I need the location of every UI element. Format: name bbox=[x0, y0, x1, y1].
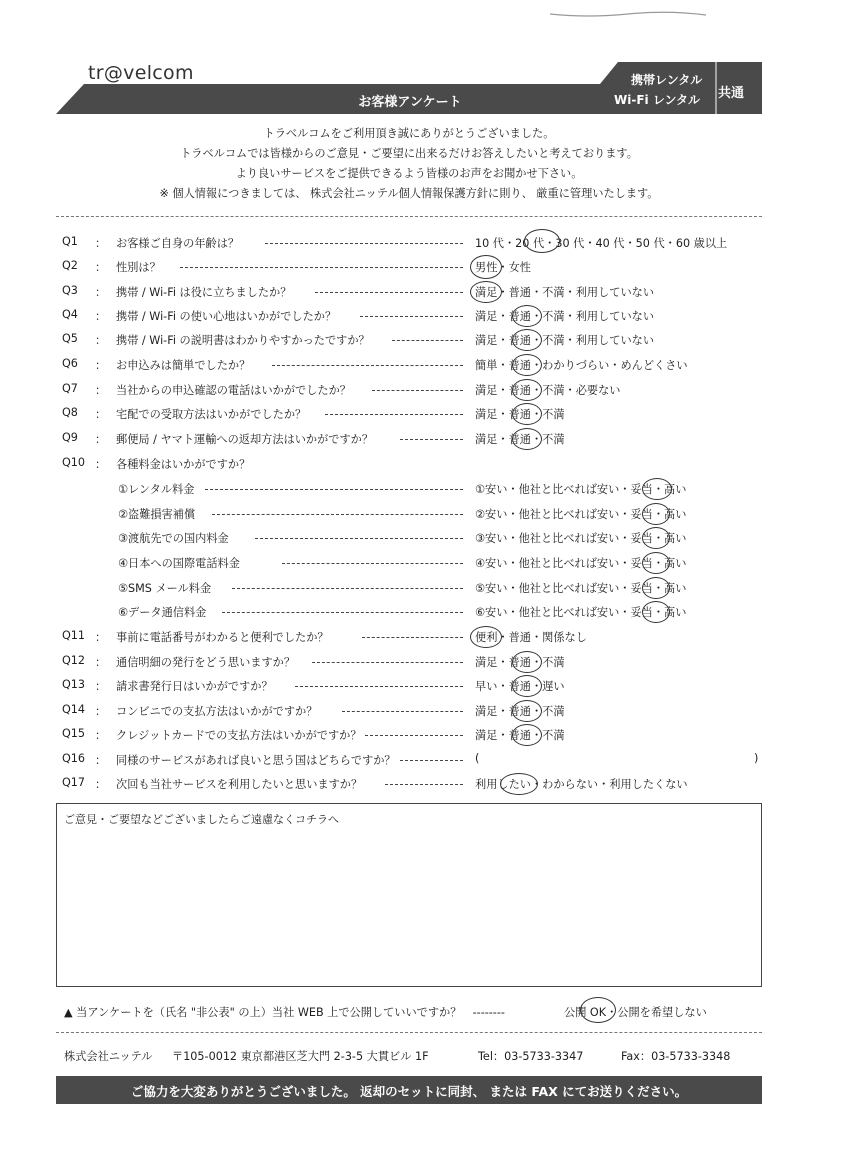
handwritten-circle-mark bbox=[642, 527, 670, 549]
answer-options[interactable]: 便利・普通・関係なし bbox=[475, 631, 587, 644]
leader-line bbox=[295, 686, 463, 687]
question-row bbox=[0, 629, 850, 653]
publish-answer-options[interactable]: 公開 OK・公開を希望しない bbox=[564, 1006, 707, 1019]
colon: ： bbox=[95, 433, 107, 446]
question-text: 携帯 / Wi-Fi の使い心地はいかがでしたか？ bbox=[116, 310, 337, 323]
answer-options[interactable]: 利用したい・わからない・利用したくない bbox=[475, 778, 688, 791]
question-number: Q5 bbox=[62, 332, 78, 345]
colon: ： bbox=[95, 458, 107, 471]
leader-line bbox=[232, 588, 463, 589]
leader-line bbox=[212, 514, 463, 515]
question-row bbox=[0, 654, 850, 678]
company-fax: Fax：03-5733-3348 bbox=[621, 1050, 731, 1063]
question-row bbox=[0, 431, 850, 455]
question-text: 携帯 / Wi-Fi は役に立ちましたか？ bbox=[116, 286, 292, 299]
question-text: 宅配での受取方法はいかがでしたか？ bbox=[116, 408, 307, 421]
question-number: Q11 bbox=[62, 629, 86, 642]
question-row bbox=[0, 727, 850, 751]
question-text: クレジットカードでの支払方法はいかがですか？ bbox=[116, 729, 362, 742]
leader-line bbox=[315, 292, 463, 293]
fee-row bbox=[0, 555, 850, 579]
question-text: お客様ご自身の年齢は？ bbox=[116, 237, 240, 250]
fee-row bbox=[0, 506, 850, 530]
answer-options[interactable]: 満足・普通・不満・必要ない bbox=[475, 384, 621, 397]
fee-row bbox=[0, 530, 850, 554]
question-row bbox=[0, 456, 850, 480]
leader-line bbox=[282, 563, 463, 564]
handwritten-circle-mark bbox=[642, 601, 670, 623]
colon: ： bbox=[95, 680, 107, 693]
question-text: 事前に電話番号がわかると便利でしたか？ bbox=[116, 631, 329, 644]
question-row bbox=[0, 703, 850, 727]
intro-line: トラベルコムをご利用頂き誠にありがとうございました。 bbox=[263, 127, 555, 140]
answer-options[interactable]: 10 代・20 代・30 代・40 代・50 代・60 歳以上 bbox=[475, 237, 728, 250]
leader-line bbox=[205, 489, 463, 490]
question-number: Q12 bbox=[62, 654, 86, 667]
question-row bbox=[0, 235, 850, 259]
colon: ： bbox=[95, 631, 107, 644]
tag-mobile-rental: 携帯レンタル bbox=[631, 73, 703, 87]
answer-options[interactable]: ①安い・他社と比べれば安い・妥当・高い bbox=[475, 483, 687, 496]
leader-line bbox=[272, 365, 463, 366]
fee-label: ⑤SMS メール料金 bbox=[118, 582, 212, 595]
tag-wifi-rental: Wi-Fi レンタル bbox=[614, 93, 701, 107]
handwritten-circle-mark bbox=[512, 724, 542, 746]
colon: ： bbox=[95, 754, 107, 767]
answer-options[interactable]: 満足・普通・不満・利用していない bbox=[475, 334, 655, 347]
question-row bbox=[0, 308, 850, 332]
question-number: Q4 bbox=[62, 308, 78, 321]
leader-line bbox=[312, 662, 463, 663]
divider bbox=[56, 216, 762, 217]
question-number: Q13 bbox=[62, 678, 86, 691]
answer-options[interactable]: 満足・普通・不満 bbox=[475, 408, 565, 421]
colon: ： bbox=[95, 384, 107, 397]
divider bbox=[56, 1032, 762, 1033]
question-number: Q8 bbox=[62, 406, 78, 419]
handwritten-circle-mark bbox=[470, 626, 502, 648]
answer-options[interactable]: ④安い・他社と比べれば安い・妥当・高い bbox=[475, 557, 687, 570]
question-text: 当社からの申込確認の電話はいかがでしたか？ bbox=[116, 384, 351, 397]
fee-label: ①レンタル料金 bbox=[118, 483, 195, 496]
answer-options[interactable]: 早い・普通・遅い bbox=[475, 680, 565, 693]
question-number: Q10 bbox=[62, 456, 86, 469]
handwritten-circle-mark bbox=[642, 552, 670, 574]
comment-label: ご意見・ご要望などございましたらご遠慮なくコチラへ bbox=[64, 813, 339, 826]
question-row bbox=[0, 284, 850, 308]
handwritten-circle-mark bbox=[512, 379, 542, 401]
answer-options[interactable]: 簡単・普通・わかりづらい・めんどくさい bbox=[475, 359, 688, 372]
colon: ： bbox=[95, 705, 107, 718]
fee-label: ④日本への国際電話料金 bbox=[118, 557, 240, 570]
intro-line: トラベルコムでは皆様からのご意見・ご要望に出来るだけお答えしたいと考えております。 bbox=[180, 147, 638, 160]
colon: ： bbox=[95, 310, 107, 323]
fee-row bbox=[0, 580, 850, 604]
company-tel: Tel：03-5733-3347 bbox=[478, 1050, 584, 1063]
leader-line bbox=[325, 414, 463, 415]
leader-line bbox=[342, 711, 463, 712]
survey-title: お客様アンケート bbox=[358, 95, 462, 110]
question-number: Q7 bbox=[62, 382, 78, 395]
question-number: Q16 bbox=[62, 752, 86, 765]
country-input-open[interactable]: ( bbox=[475, 752, 480, 765]
question-row bbox=[0, 382, 850, 406]
question-text: 請求書発行日はいかがですか？ bbox=[116, 680, 273, 693]
answer-options[interactable]: 満足・普通・不満 bbox=[475, 705, 565, 718]
leader-line bbox=[385, 784, 463, 785]
company-name: 株式会社ニッテル bbox=[64, 1050, 153, 1063]
publish-question: ▲ 当アンケートを（氏名 "非公表" の上）当社 WEB 上で公開していいですか？ -------- bbox=[64, 1006, 505, 1019]
answer-options[interactable]: ②安い・他社と比べれば安い・妥当・高い bbox=[475, 508, 687, 521]
handwritten-circle-mark bbox=[500, 773, 538, 795]
question-text: 同様のサービスがあれば良いと思う国はどちらですか？ bbox=[116, 754, 396, 767]
answer-options[interactable]: 男性・女性 bbox=[475, 261, 531, 274]
question-text: 携帯 / Wi-Fi の説明書はわかりやすかったですか？ bbox=[116, 334, 370, 347]
fee-label: ⑥データ通信料金 bbox=[118, 606, 207, 619]
question-row bbox=[0, 678, 850, 702]
handwritten-circle-mark bbox=[512, 651, 542, 673]
leader-line bbox=[360, 316, 463, 317]
handwritten-circle-mark bbox=[642, 503, 670, 525]
leader-line bbox=[255, 538, 463, 539]
question-text: 各種料金はいかがですか？ bbox=[116, 458, 251, 471]
answer-options[interactable]: ⑥安い・他社と比べれば安い・妥当・高い bbox=[475, 606, 687, 619]
colon: ： bbox=[95, 334, 107, 347]
colon: ： bbox=[95, 408, 107, 421]
handwritten-circle-mark bbox=[512, 305, 542, 327]
colon: ： bbox=[95, 359, 107, 372]
colon: ： bbox=[95, 237, 107, 250]
colon: ： bbox=[95, 778, 107, 791]
colon: ： bbox=[95, 729, 107, 742]
intro-line: より良いサービスをご提供できるよう皆様のお声をお聞かせ下さい。 bbox=[235, 167, 583, 180]
question-text: 性別は？ bbox=[116, 261, 161, 274]
tag-common: 共通 bbox=[718, 86, 745, 101]
handwritten-circle-mark bbox=[470, 281, 502, 303]
fee-label: ③渡航先での国内料金 bbox=[118, 532, 229, 545]
handwritten-circle-mark bbox=[512, 700, 542, 722]
leader-line bbox=[400, 760, 463, 761]
question-row bbox=[0, 357, 850, 381]
fee-row bbox=[0, 481, 850, 505]
leader-line bbox=[222, 612, 463, 613]
company-address: 〒105-0012 東京都港区芝大門 2-3-5 大貫ビル 1F bbox=[172, 1050, 429, 1063]
leader-line bbox=[180, 267, 463, 268]
question-row bbox=[0, 406, 850, 430]
question-number: Q15 bbox=[62, 727, 86, 740]
answer-options[interactable]: 満足・普通・不満・利用していない bbox=[475, 310, 655, 323]
leader-line bbox=[400, 439, 463, 440]
question-text: 通信明細の発行をどう思いますか？ bbox=[116, 656, 296, 669]
handwritten-circle-mark bbox=[512, 329, 542, 351]
handwritten-circle-mark bbox=[642, 478, 672, 500]
leader-line bbox=[265, 243, 463, 244]
answer-options[interactable]: 満足・普通・不満 bbox=[475, 656, 565, 669]
question-row bbox=[0, 259, 850, 283]
handwritten-circle-mark bbox=[470, 255, 502, 279]
question-row bbox=[0, 332, 850, 356]
handwritten-circle-mark bbox=[524, 229, 560, 253]
colon: ： bbox=[95, 286, 107, 299]
footer-message: ご協力を大変ありがとうございました。 返却のセットに同封、 または FAX にてお送りください。 bbox=[130, 1084, 688, 1099]
question-text: コンビニでの支払方法はいかがですか？ bbox=[116, 705, 318, 718]
question-row bbox=[0, 776, 850, 800]
answer-options[interactable]: 満足・普通・不満 bbox=[475, 433, 565, 446]
leader-line bbox=[365, 735, 463, 736]
scan-mark bbox=[548, 8, 708, 20]
privacy-note: ※ 個人情報につきましては、 株式会社ニッテル個人情報保護方針に則り、 厳重に管理いたします。 bbox=[159, 187, 659, 200]
question-number: Q2 bbox=[62, 259, 78, 272]
fee-row bbox=[0, 604, 850, 628]
question-text: 郵便局 / ヤマト運輸への返却方法はいかがですか？ bbox=[116, 433, 374, 446]
question-number: Q14 bbox=[62, 703, 86, 716]
leader-line bbox=[392, 340, 463, 341]
question-number: Q6 bbox=[62, 357, 78, 370]
handwritten-circle-mark bbox=[642, 577, 670, 599]
question-number: Q3 bbox=[62, 284, 78, 297]
question-row bbox=[0, 752, 850, 776]
question-number: Q17 bbox=[62, 776, 86, 789]
question-text: お申込みは簡単でしたか？ bbox=[116, 359, 251, 372]
handwritten-circle-mark bbox=[512, 675, 542, 697]
colon: ： bbox=[95, 656, 107, 669]
travelcom-logo: tr@velcom bbox=[88, 62, 194, 84]
leader-line bbox=[362, 637, 463, 638]
handwritten-circle-mark bbox=[512, 354, 542, 376]
answer-options[interactable]: 満足・普通・不満 bbox=[475, 729, 565, 742]
country-input-close: ) bbox=[754, 752, 759, 765]
fee-label: ②盗難損害補償 bbox=[118, 508, 196, 521]
question-number: Q9 bbox=[62, 431, 78, 444]
handwritten-circle-mark bbox=[512, 428, 542, 450]
colon: ： bbox=[95, 261, 107, 274]
answer-options[interactable]: 満足・普通・不満・利用していない bbox=[475, 286, 655, 299]
question-number: Q1 bbox=[62, 235, 78, 248]
answer-options[interactable]: ⑤安い・他社と比べれば安い・妥当・高い bbox=[475, 582, 687, 595]
answer-options[interactable]: ③安い・他社と比べれば安い・妥当・高い bbox=[475, 532, 687, 545]
question-text: 次回も当社サービスを利用したいと思いますか？ bbox=[116, 778, 363, 791]
handwritten-circle-mark bbox=[512, 403, 542, 425]
comment-box[interactable] bbox=[56, 803, 762, 987]
leader-line bbox=[372, 390, 463, 391]
